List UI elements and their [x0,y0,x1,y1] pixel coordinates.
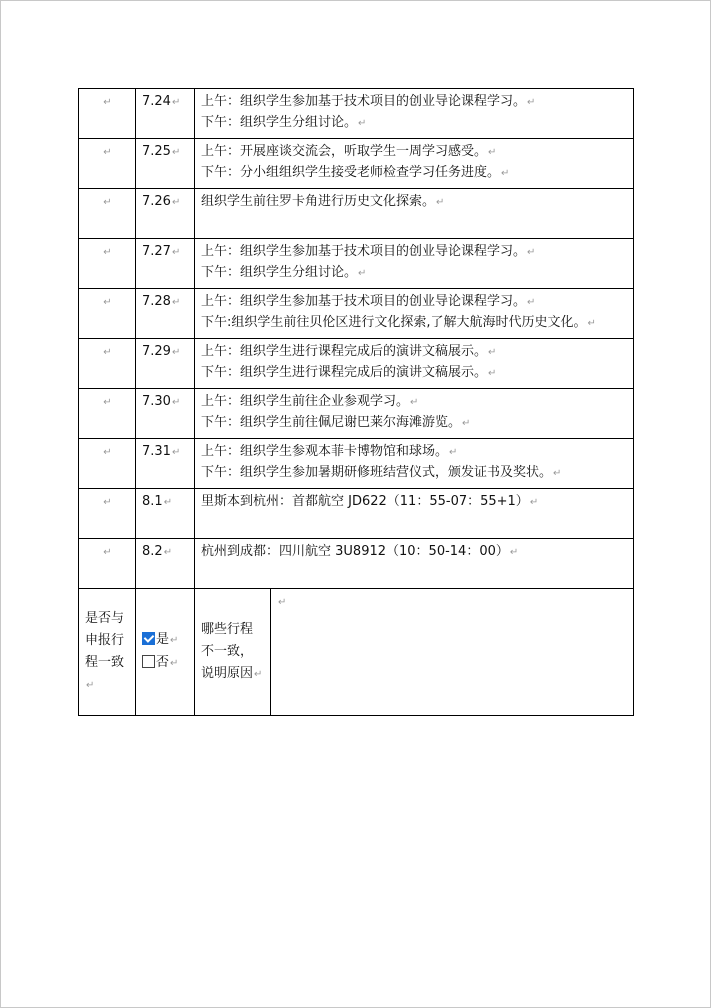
paragraph-mark: ↵ [358,268,367,279]
activity-cell [195,89,634,139]
row-number-cell [79,89,136,139]
paragraph-mark: ↵ [171,97,181,108]
row-number-cell [79,189,136,239]
paragraph-mark: ↵ [501,168,510,179]
itinerary-row [79,489,634,539]
paragraph-mark: ↵ [103,297,112,308]
paragraph-mark: ↵ [553,468,562,479]
paragraph-mark: ↵ [488,347,497,358]
date-cell [136,489,195,539]
activity-line: 上午：组织学生进行课程完成后的演讲文稿展示。 [201,344,488,359]
itinerary-row [79,339,634,389]
paragraph-mark: ↵ [163,547,173,558]
paragraph-mark: ↵ [587,318,596,329]
paragraph-mark: ↵ [410,397,419,408]
date-cell [136,439,195,489]
paragraph-mark: ↵ [170,635,179,646]
paragraph-mark: ↵ [449,447,458,458]
paragraph-mark: ↵ [527,297,536,308]
date-value: 7.24 [142,94,171,109]
activity-line: 上午：组织学生参观本菲卡博物馆和球场。 [201,444,449,459]
activity-line: 下午：组织学生分组讨论。 [201,115,358,130]
paragraph-mark: ↵ [171,447,181,458]
no-checkbox[interactable] [142,655,155,668]
paragraph-mark: ↵ [103,497,112,508]
itinerary-row [79,189,634,239]
paragraph-mark: ↵ [171,247,181,258]
activity-line: 下午：组织学生参加暑期研修班结营仪式，颁发证书及奖状。 [201,465,553,480]
date-value: 8.2 [142,544,163,559]
paragraph-mark: ↵ [462,418,471,429]
reason-label-cell [195,589,271,716]
activity-line: 上午：组织学生前往企业参观学习。 [201,394,410,409]
yes-checkbox[interactable] [142,632,155,645]
activity-cell [195,339,634,389]
paragraph-mark: ↵ [103,247,112,258]
paragraph-mark: ↵ [529,497,539,508]
paragraph-mark: ↵ [103,197,112,208]
paragraph-mark: ↵ [436,197,445,208]
date-cell [136,189,195,239]
row-number-cell [79,389,136,439]
activity-cell [195,439,634,489]
activity-line: 上午：组织学生参加基于技术项目的创业导论课程学习。 [201,294,527,309]
date-value: 7.27 [142,244,171,259]
date-value: 7.25 [142,144,171,159]
itinerary-row [79,439,634,489]
paragraph-mark: ↵ [278,597,287,608]
paragraph-mark: ↵ [163,497,173,508]
paragraph-mark: ↵ [488,147,497,158]
row-number-cell [79,239,136,289]
consistency-row [79,589,634,716]
activity-line: 下午：组织学生前往佩尼谢巴莱尔海滩游览。 [201,415,462,430]
itinerary-row [79,139,634,189]
no-label: 否 [156,655,170,670]
consistency-question-cell [79,589,136,716]
activity-line: 杭州到成都：四川航空 3U8912（10：50-14：00） [201,544,509,559]
activity-cell [195,389,634,439]
activity-cell [195,539,634,589]
itinerary-row [79,289,634,339]
activity-line: 上午：组织学生参加基于技术项目的创业导论课程学习。 [201,244,527,259]
activity-cell [195,239,634,289]
reason-label: 哪些行程不一致，说明原因 [201,621,254,681]
activity-line: 下午：组织学生进行课程完成后的演讲文稿展示。 [201,365,488,380]
date-cell [136,289,195,339]
paragraph-mark: ↵ [171,297,181,308]
paragraph-mark: ↵ [488,368,497,379]
paragraph-mark: ↵ [103,347,112,358]
paragraph-mark: ↵ [171,147,181,158]
paragraph-mark: ↵ [103,397,112,408]
reason-input-cell[interactable] [271,589,634,716]
date-cell [136,239,195,289]
date-value: 8.1 [142,494,163,509]
row-number-cell [79,139,136,189]
activity-cell [195,139,634,189]
date-cell [136,389,195,439]
activity-line: 上午：组织学生参加基于技术项目的创业导论课程学习。 [201,94,527,109]
row-number-cell [79,339,136,389]
activity-line: 下午：分小组组织学生接受老师检查学习任务进度。 [201,165,501,180]
activity-line: 组织学生前往罗卡角进行历史文化探索。 [201,194,436,209]
paragraph-mark: ↵ [171,347,181,358]
date-cell [136,539,195,589]
date-value: 7.28 [142,294,171,309]
itinerary-row [79,89,634,139]
paragraph-mark: ↵ [171,197,181,208]
activity-cell [195,289,634,339]
paragraph-mark: ↵ [509,547,519,558]
paragraph-mark: ↵ [103,547,112,558]
date-value: 7.31 [142,444,171,459]
activity-cell [195,189,634,239]
row-number-cell [79,289,136,339]
row-number-cell [79,539,136,589]
itinerary-row [79,239,634,289]
yes-label: 是 [156,632,170,647]
row-number-cell [79,489,136,539]
date-value: 7.26 [142,194,171,209]
itinerary-table [78,88,634,716]
paragraph-mark: ↵ [103,447,112,458]
activity-line: 下午：组织学生分组讨论。 [201,265,358,280]
date-cell [136,89,195,139]
consistency-options-cell [136,589,195,716]
date-cell [136,139,195,189]
itinerary-row [79,389,634,439]
row-number-cell [79,439,136,489]
paragraph-mark: ↵ [86,679,95,691]
itinerary-row [79,539,634,589]
paragraph-mark: ↵ [527,97,536,108]
activity-line: 里斯本到杭州：首都航空 JD622（11：55-07：55+1） [201,494,529,509]
paragraph-mark: ↵ [170,658,179,669]
paragraph-mark: ↵ [527,247,536,258]
paragraph-mark: ↵ [171,397,181,408]
paragraph-mark: ↵ [358,118,367,129]
paragraph-mark: ↵ [254,668,263,680]
itinerary-rows [79,89,634,589]
paragraph-mark: ↵ [103,147,112,158]
activity-cell [195,489,634,539]
activity-line: 下午:组织学生前往贝伦区进行文化探索,了解大航海时代历史文化。 [201,315,587,330]
date-cell [136,339,195,389]
consistency-question: 是否与申报行程一致 [85,610,125,670]
date-value: 7.30 [142,394,171,409]
activity-line: 上午：开展座谈交流会，听取学生一周学习感受。 [201,144,488,159]
paragraph-mark: ↵ [103,97,112,108]
date-value: 7.29 [142,344,171,359]
